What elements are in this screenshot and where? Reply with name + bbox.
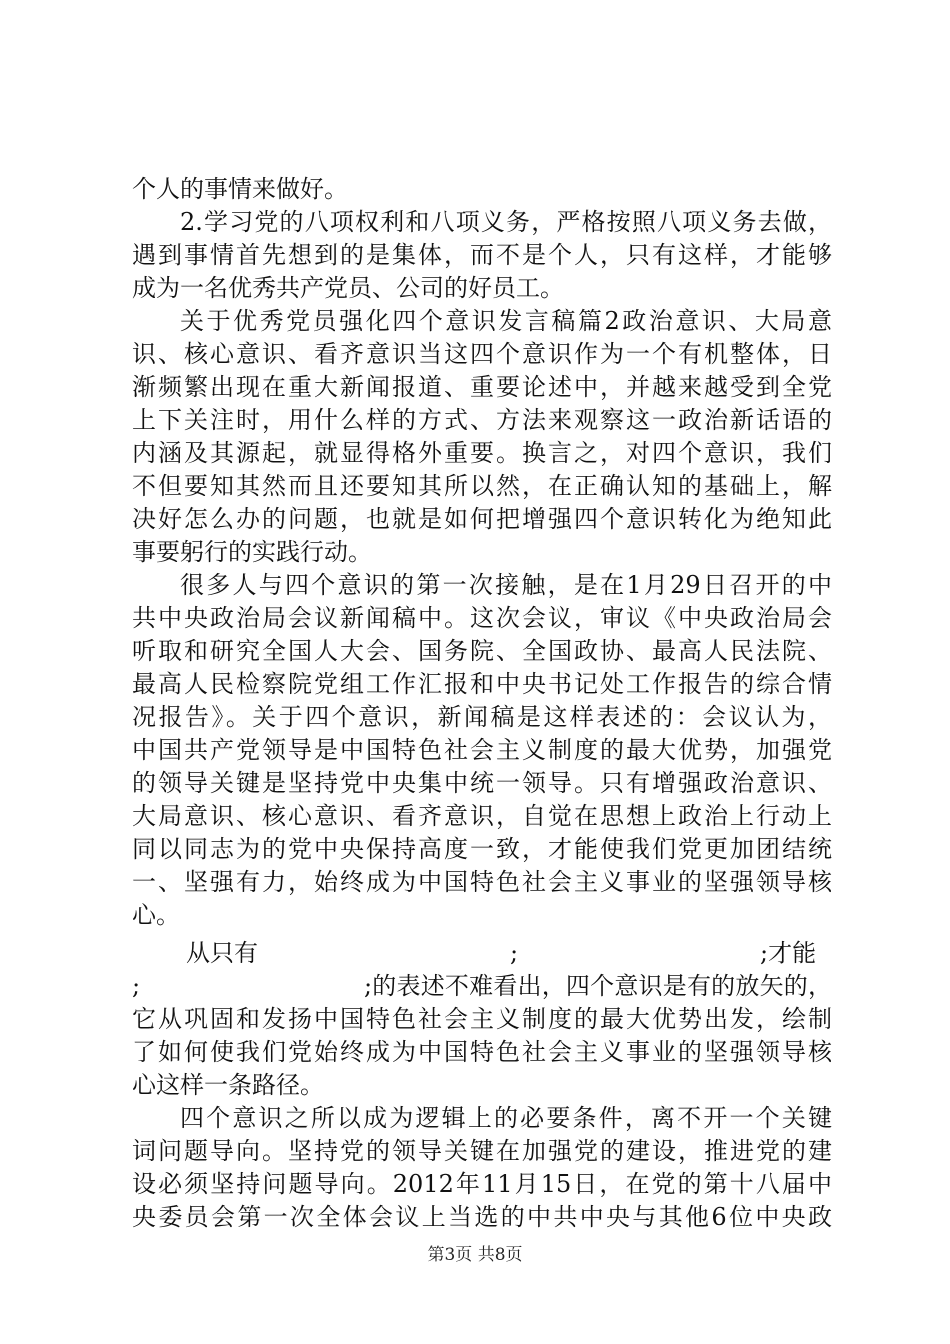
text-line: 的领导关键是坚持党中央集中统一领导。只有增强政治意识、 (132, 769, 832, 797)
text-line: 个人的事情来做好。 (132, 175, 348, 203)
text-line: 央委员会第一次全体会议上当选的中共中央与其他6位中央政 (132, 1203, 832, 1231)
text-line: 2.学习党的八项权利和八项义务，严格按照八项义务去做， (180, 208, 832, 236)
text-line: 设必须坚持问题导向。2012年11月15日，在党的第十八届中 (132, 1170, 832, 1198)
text-line: 很多人与四个意识的第一次接触，是在1月29日召开的中 (180, 571, 832, 599)
text-line: ;的表述不难看出，四个意识是有的放矢的， (364, 972, 832, 1000)
text-line: 它从巩固和发扬中国特色社会主义制度的最大优势出发，绘制 (132, 1005, 832, 1033)
text-fragment: ; (510, 939, 519, 967)
text-line: 渐频繁出现在重大新闻报道、重要论述中，并越来越受到全党 (132, 373, 832, 401)
text-line: 识、核心意识、看齐意识当这四个意识作为一个有机整体，日 (132, 340, 832, 368)
text-line: 上下关注时，用什么样的方式、方法来观察这一政治新话语的 (132, 406, 832, 434)
text-line: 决好怎么办的问题，也就是如何把增强四个意识转化为绝知此 (132, 505, 832, 533)
text-line: 四个意识之所以成为逻辑上的必要条件，离不开一个关键 (180, 1104, 832, 1132)
text-line: 中国共产党领导是中国特色社会主义制度的最大优势，加强党 (132, 736, 832, 764)
text-fragment: 从只有 (186, 939, 258, 967)
text-line: 同以同志为的党中央保持高度一致，才能使我们党更加团结统 (132, 835, 832, 863)
text-line: 不但要知其然而且还要知其所以然，在正确认知的基础上，解 (132, 472, 832, 500)
text-line: 况报告》。关于四个意识，新闻稿是这样表述的：会议认为， (132, 703, 832, 731)
text-line: 成为一名优秀共产党员、公司的好员工。 (132, 274, 564, 302)
text-fragment: ; (132, 972, 141, 1000)
text-fragment: ;才能 (760, 939, 817, 967)
page-number-footer: 第3页 共8页 (427, 1245, 523, 1265)
text-line: 内涵及其源起，就显得格外重要。换言之，对四个意识，我们 (132, 439, 832, 467)
text-line: 心这样一条路径。 (132, 1071, 324, 1099)
text-line: 最高人民检察院党组工作汇报和中央书记处工作报告的综合情 (132, 670, 832, 698)
text-line: 遇到事情首先想到的是集体，而不是个人，只有这样，才能够 (132, 241, 832, 269)
text-line: 听取和研究全国人大会、国务院、全国政协、最高人民法院、 (132, 637, 832, 665)
text-line: 心。 (132, 901, 180, 929)
text-line: 共中央政治局会议新闻稿中。这次会议，审议《中央政治局会 (132, 604, 832, 632)
text-line: 词问题导向。坚持党的领导关键在加强党的建设，推进党的建 (132, 1137, 832, 1165)
text-line: 事要躬行的实践行动。 (132, 538, 372, 566)
text-line: 了如何使我们党始终成为中国特色社会主义事业的坚强领导核 (132, 1038, 832, 1066)
text-line: 关于优秀党员强化四个意识发言稿篇2政治意识、大局意 (180, 307, 832, 335)
text-line: 大局意识、核心意识、看齐意识，自觉在思想上政治上行动上 (132, 802, 832, 830)
text-line: 一、坚强有力，始终成为中国特色社会主义事业的坚强领导核 (132, 868, 832, 896)
